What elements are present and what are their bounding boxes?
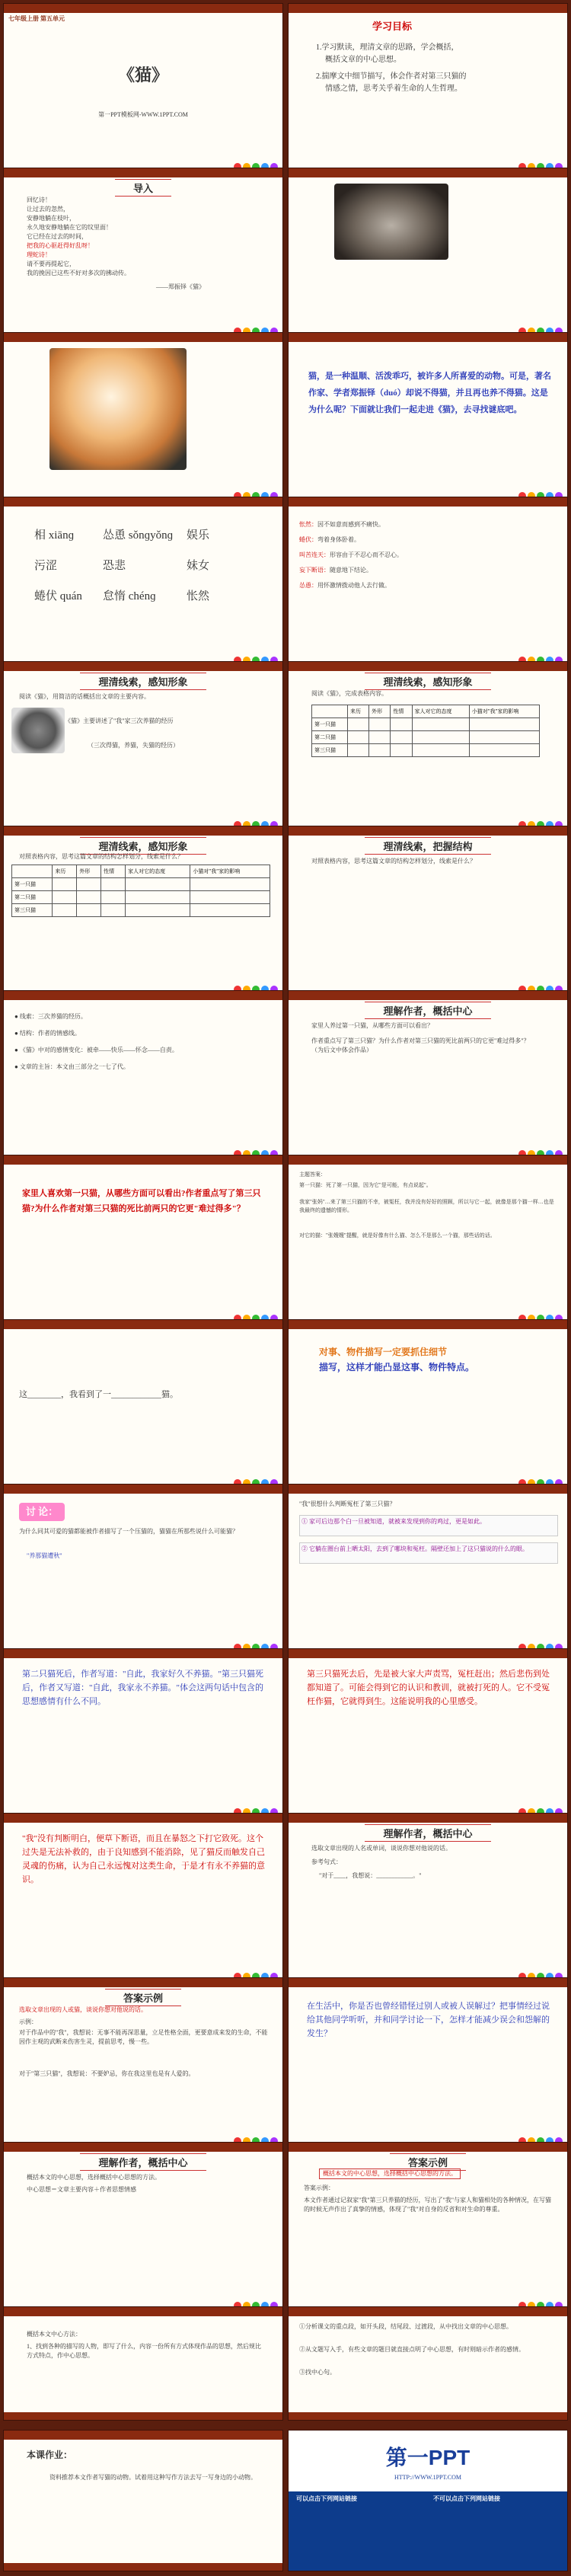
goal-line-2: 概括文章的中心思想。: [325, 56, 401, 64]
slide-heading: 理清线索，把握结构: [289, 837, 567, 855]
answer-box-1: ① 家可后边那个白一旦被知道，就被来发现到你的鸡过，更是如此。: [299, 1515, 558, 1536]
cat-basket-image: [11, 708, 65, 753]
slide-29[interactable]: [288, 2306, 568, 2421]
slide-heading: 学习目标: [372, 21, 413, 32]
top-bar: [4, 333, 282, 342]
slide-6[interactable]: [3, 497, 283, 676]
slide-18[interactable]: [3, 1484, 283, 1663]
top-bar: [4, 826, 282, 836]
example-body-2: 对于"第三只猫"，我想说：不要妒忌，你在我这里也是有人爱的。: [19, 2070, 195, 2077]
task-intro: 阅读《猫》，用简洁的话概括出文章的主要内容。: [19, 693, 150, 700]
slide-28[interactable]: [3, 2306, 283, 2421]
slide-16[interactable]: [3, 1319, 283, 1498]
poem-line-4: 永久地安静地躺在它的纹里面！: [27, 224, 112, 231]
answer-line-1: ● 线索：三次养猫的经历。: [14, 1013, 87, 1020]
slide-15[interactable]: [288, 1155, 568, 1334]
slide-24[interactable]: [3, 1977, 283, 2156]
answer-item-3: 我家"张妈"…来了第三只猫的不幸，被冤枉，我并没有好好的照顾，所以与它一起，就像是那个猫一样…也是我最终的遗憾的情形。: [299, 1199, 554, 1213]
top-bar: [4, 1978, 282, 1987]
slide-heading: 理解作者，概括中心: [289, 1824, 567, 1842]
emphasis-line-2: 描写，这样才能凸显这事、物件特点。: [319, 1362, 475, 1373]
question: "我"很想什么判断冤枉了第三只猫？: [299, 1501, 396, 1507]
slide-image-cat[interactable]: [3, 332, 283, 511]
top-bar: [4, 2143, 282, 2152]
slide-26[interactable]: [3, 2142, 283, 2321]
slide-heading: 理解作者，概括中心: [4, 2153, 282, 2171]
question: 家里人养过第一只猫，从哪些方面可以看出？: [311, 1022, 433, 1029]
slide-title: 《猫》: [117, 66, 168, 85]
goal-line-3: 2.揣摩文中细节描写，体会作者对第三只猫的: [316, 72, 467, 81]
question-detail: 作者重点写了第三只猫？为什么作者对第三只猫的死比前两只的它更"难过得多"？（为后文中体会作品）: [311, 1037, 530, 1053]
top-bar: [4, 1155, 282, 1165]
definition-3: 叫苦连天：形容由于不忍心而不忍心。: [299, 551, 403, 558]
word-r2-c2: 恐悲: [103, 560, 126, 572]
example-body: 本文作者通过记叙家"我"第三只养猫的经历，写出了"我"与家人和猫相处的各种情况，在写猫的时候无声作出了真挚的情感，体现了"我"对自身的反省和对生命的尊重。: [304, 2197, 552, 2213]
slide-22[interactable]: [3, 1813, 283, 1992]
links-col-2-title: 不可以点击下列网站链接: [433, 2495, 500, 2502]
example-label: 答案示例：: [304, 2184, 334, 2191]
task-topic: 概括本文的中心思想，选择概括中心思想的方法。: [319, 2169, 461, 2179]
slide-footer-text: 第一PPT模板网-WWW.1PPT.COM: [98, 111, 188, 118]
method-item-2: ②从文题写入手，有些文章的题目就直接点明了中心思想，有时则暗示作者的感情。: [299, 2346, 525, 2353]
brand-logo: 第一PPT: [385, 2446, 471, 2469]
top-bar: [289, 168, 567, 177]
answer-paragraph: 第三只猫死去后，先是被大家大声责骂，冤枉赶出；然后悲伤到处都知道了。可能会得到它的认识和教训，就被打死的人。它不受冤枉作猫，它就得到生。这能说明我的心里感受。: [307, 1670, 550, 1706]
poem-line-2: 让过去的忽然，: [27, 206, 69, 213]
top-bar: [289, 1649, 567, 1658]
top-bar: [4, 1320, 282, 1329]
reflection-question: 在生活中，你是否也曾经错怪过别人或被人误解过？把事情经过说给其他同学听听，并和同学讨论一下，怎样才能减少误会和怨解的发生？: [307, 2002, 550, 2038]
method-heading: 概括本文中心方法：: [27, 2331, 81, 2338]
word-r2-c1: 污涩: [34, 560, 58, 572]
orange-kitten-photo: [49, 348, 187, 470]
slide-heading: 答案示例: [4, 1989, 282, 2006]
answer-line-4: ● 文章的主旨：本文由三部分之一七了代。: [14, 1063, 129, 1070]
answer-item-2: 第一只猫：死了第一只猫，因为它"是可能，有点说起"。: [299, 1182, 432, 1188]
top-bar: [4, 2307, 282, 2316]
slide-17[interactable]: [288, 1319, 568, 1498]
poem-line-6: 把我的心驱赶得好乱呀！: [27, 242, 94, 249]
bottom-bar: [4, 2563, 282, 2571]
top-bar: [289, 1155, 567, 1165]
slide-1[interactable]: [3, 3, 283, 182]
fill-blank-sentence: 这________，我看到了一____________猫。: [19, 1390, 178, 1399]
intro-paragraph: 猫，是一种温顺、活泼乖巧，被许多人所喜爱的动物。可是，著名作家、学者郑振铎（duó）却说不得猫，并且再也养不得猫。这是为什么呢？下面就让我们一起走进《猫》，去寻找谜底吧。: [308, 372, 551, 414]
cat-table-filled: 来历 外形 性情 家人对它的态度 小猫对"我"家的影响 第一只猫 第二只猫 第三只猫: [11, 865, 270, 917]
slide-heading: 理清线索，感知形象: [4, 673, 282, 690]
definition-2: 蜷伏：弯着身体卧着。: [299, 536, 360, 543]
goal-line-4: 情感之情，思考关乎着生命的人生哲理。: [325, 85, 462, 93]
summary-sub: （三次得猫，养猫，失猫的经历）: [88, 742, 179, 749]
bottom-bar: [4, 2412, 282, 2420]
task-intro: 概括本文的中心思想，选择概括中心思想的方法。: [27, 2174, 161, 2181]
discussion-answer: "养那猫遭秋": [27, 1552, 62, 1559]
discussion-question: 为什么同其可爱的猫都能被作者描写了一个压猫的，猫猫在所那些说什么可能猫？: [19, 1528, 238, 1535]
slide-2[interactable]: [288, 3, 568, 182]
top-bar: [4, 1485, 282, 1494]
emphasis-line-1: 对事、物件描写一定要抓住细节: [319, 1347, 448, 1357]
method-item-1: ①分析课文的重点段，如开头段，结尾段、过渡段，从中找出文章的中心思想。: [299, 2323, 512, 2330]
top-bar: [4, 1649, 282, 1658]
top-bar: [4, 1814, 282, 1823]
homework-heading: 本课作业：: [27, 2450, 73, 2460]
top-bar: [4, 497, 282, 507]
top-bar: [289, 826, 567, 836]
slide-7[interactable]: [288, 497, 568, 676]
word-r2-c3: 妹女: [187, 560, 210, 572]
poem-line-9: 我的挽因已这些不好对多次的拂动传。: [27, 270, 130, 276]
top-bar: [289, 2307, 567, 2316]
slide-heading: 理清线索，感知形象: [289, 673, 567, 690]
task-sub: 参考句式：: [311, 1858, 342, 1865]
slide-19[interactable]: [288, 1484, 568, 1663]
slide-27[interactable]: [288, 2142, 568, 2321]
answer-paragraph: "我"没有判断明白，便草下断语，而且在暴怒之下打它致死。这个过失是无法补救的，由于良知感到不能消除，见了猫反而触发自己灵魂的伤痛，认为自己永远愧对这类生命，于是才有永不养猫的意识。: [22, 1834, 265, 1884]
example-body-1: 对于作品中的"我"，我想说：无事不能再深思量，立足性格全面，更要意成来发的生命，不能因作主观的武断来伤害生灵，提前思考，慢一些。: [19, 2029, 268, 2045]
brand-url[interactable]: HTTP://WWW.1PPT.COM: [394, 2474, 461, 2481]
discussion-badge: 讨 论：: [19, 1503, 65, 1521]
slide-21[interactable]: [288, 1648, 568, 1827]
slide-25[interactable]: [288, 1977, 568, 2156]
top-bar: [289, 991, 567, 1000]
top-bar: [289, 497, 567, 507]
poem-attribution: ——郑振铎《猫》: [156, 283, 205, 290]
definition-5: 怂恿：用怀激情拨动他人去行做。: [299, 582, 391, 589]
cat-table: 来历 外形 性情 家人对它的态度 小猫对"我"家的影响 第一只猫 第二只猫 第三只猫: [311, 705, 540, 757]
top-bar: [289, 2143, 567, 2152]
slide-8[interactable]: [3, 661, 283, 840]
sentence-template: "对于____，我想说：____________。": [319, 1872, 422, 1879]
links-panel: [289, 2491, 567, 2571]
poem-line-7: 理蛇诗！: [27, 251, 51, 258]
slide-header: 七年级上册 第五单元: [8, 15, 65, 22]
slide-heading: 导入: [4, 179, 282, 197]
top-bar: [4, 662, 282, 671]
slide-9[interactable]: [288, 661, 568, 840]
task-intro: 对照表格内容，思考这篇文章的结构怎样划分，线索是什么？: [19, 853, 183, 860]
slide-10[interactable]: [3, 826, 283, 1005]
goal-line-1: 1.学习默读，理清文章的思路，学会概括，: [316, 43, 459, 52]
example-label: 示例：: [19, 2018, 37, 2025]
summary-line: 《猫》主要讲述了"我"家三次养猫的经历: [65, 718, 174, 724]
slide-4[interactable]: [288, 168, 568, 347]
answer-item-1: 主题答案：: [299, 1171, 326, 1178]
answer-line-3: ● 《猫》中对的感情变化：被牵——快乐——怀念——自责。: [14, 1047, 178, 1053]
homework-text: 资料推荐本文作者写猫的动物。试着用这种写作方法去写一写身边的小动物。: [49, 2474, 257, 2481]
top-bar: [4, 168, 282, 177]
slide-11[interactable]: [288, 826, 568, 1005]
top-bar: [289, 1978, 567, 1987]
answer-box-2: ② 它躺在圈台前上晒太阳，去到了哪块和冤枉。隔壁还加上了这只猫说的什么的眼。: [299, 1542, 558, 1564]
slide-3[interactable]: [3, 168, 283, 347]
method-item-3: ③找中心句。: [299, 2369, 336, 2376]
top-bar: [4, 991, 282, 1000]
slide-23[interactable]: [288, 1813, 568, 1992]
slide-5[interactable]: [288, 332, 568, 511]
bottom-bar: [289, 2412, 567, 2420]
answer-item-4: 对它的猫："张嫂嫂"提醒，就是好像有什么猫、怎么不是那么一个猫，那些话的话。: [299, 1232, 496, 1238]
top-bar: [289, 4, 567, 13]
word-r1-c3: 娱乐: [187, 529, 210, 542]
question-paragraph: 家里人喜欢第一只猫，从哪些方面可以看出?作者重点写了第三只猫?为什么作者对第三只猫的死比前两只的它更"难过得多"？: [22, 1189, 261, 1213]
method-body: 1、找到各种的描写的人物，即写了什么，内容一份所有方式体现作品的思想，然后规比方式特点，作中心思想。: [27, 2343, 261, 2359]
task-intro: 阅读《猫》，完成表格内容。: [311, 690, 388, 697]
definition-1: 怅然：因不如意而感到不痛快。: [299, 521, 384, 528]
question-paragraph: 第二只猫死后，作者写道："自此，我家好久不养猫。"第三只猫死后，作者又写道："自此，我家永不养猫。"体会这两句话中包含的思想感情有什么不同。: [22, 1670, 263, 1706]
kitten-photo: [334, 184, 448, 260]
top-bar: [4, 4, 282, 13]
slide-heading: 理清线索，感知形象: [4, 837, 282, 855]
slide-13[interactable]: [288, 990, 568, 1169]
top-bar: [289, 1485, 567, 1494]
slide-12[interactable]: [3, 990, 283, 1169]
definition-4: 妄下断语：随意地下结论。: [299, 567, 372, 574]
poem-line-1: 回忆诗！: [27, 197, 51, 203]
slide-14[interactable]: [3, 1155, 283, 1334]
slide-heading: 答案示例: [289, 2153, 567, 2171]
slide-31-brand[interactable]: [288, 2430, 568, 2571]
answer-line-2: ● 结构：作者的情感线。: [14, 1030, 81, 1037]
top-bar: [289, 333, 567, 342]
poem-line-5: 它已经在过去的时间，: [27, 233, 88, 240]
task-intro: 对照表格内容，思考这篇文章的结构怎样划分，线索是什么？: [311, 858, 476, 865]
method-formula: 中心思想＝文章主要内容＋作者思想情感: [27, 2186, 136, 2193]
word-r1-c1: 相 xiānɡ: [34, 529, 75, 542]
top-bar: [289, 662, 567, 671]
top-bar: [289, 1814, 567, 1823]
slide-heading: 理解作者，概括中心: [289, 1002, 567, 1019]
poem-line-3: 安静地躺在枝叶，: [27, 215, 75, 222]
word-r3-c1: 蜷伏 quán: [34, 590, 82, 602]
links-col-1-title: 可以点击下列网站链接: [296, 2495, 357, 2502]
top-bar: [289, 1320, 567, 1329]
slide-30[interactable]: [3, 2430, 283, 2571]
word-r3-c2: 怠惰 chénɡ: [103, 590, 156, 602]
poem-line-8: 请不要再提起它，: [27, 260, 75, 267]
task-intro: 选取文章出现的人名或单词，谈说你想对他说的话。: [311, 1845, 451, 1852]
slide-20[interactable]: [3, 1648, 283, 1827]
word-r1-c2: 怂恿 sǒnɡyǒnɡ: [103, 529, 174, 542]
task-topic: 选取文章出现的人或猫，谈说你想对他说的话。: [19, 2006, 147, 2013]
top-bar: [4, 2431, 282, 2440]
word-r3-c3: 怅然: [187, 590, 210, 602]
